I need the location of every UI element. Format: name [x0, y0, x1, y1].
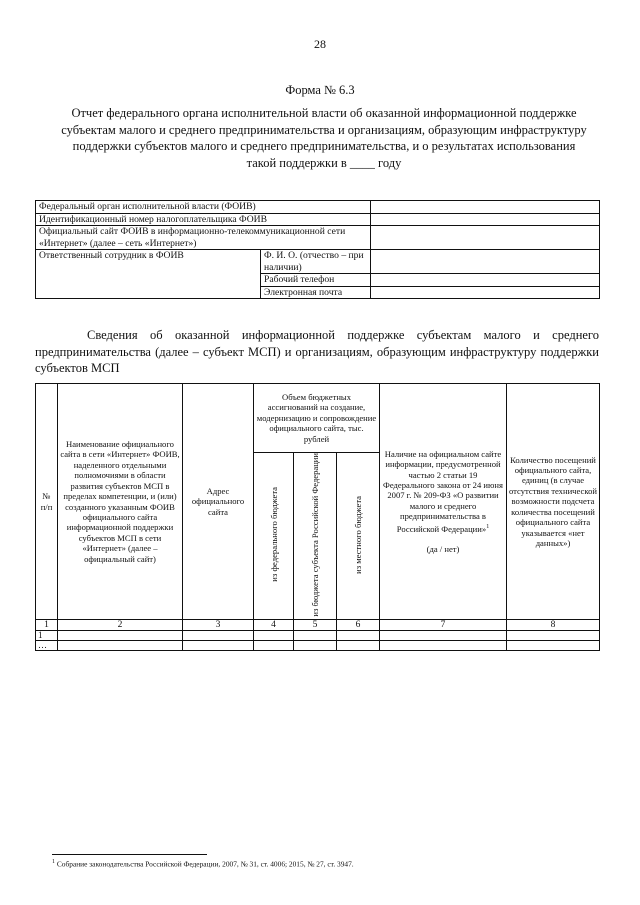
column-number: 5 — [294, 620, 337, 631]
header-budget: Объем бюджетных ассигнований на создание, модернизацию и сопровождение официального сайта, тыс. рублей — [254, 384, 380, 453]
column-number: 3 — [183, 620, 254, 631]
fio-label: Ф. И. О. (отчество – при наличии) — [261, 250, 371, 274]
foiv-value[interactable] — [371, 201, 600, 214]
site-label: Официальный сайт ФОИВ в информационно-телекоммуникационной сети «Интернет» (далее – сеть «Интернет») — [36, 226, 371, 250]
header-num: № п/п — [36, 384, 58, 620]
table-row — [36, 226, 600, 250]
table-cell[interactable] — [507, 631, 600, 641]
table-cell[interactable] — [380, 631, 507, 641]
column-number: 4 — [254, 620, 294, 631]
header-row — [36, 384, 600, 453]
table-row — [36, 641, 600, 651]
row-number: … — [36, 641, 58, 651]
column-number: 8 — [507, 620, 600, 631]
table-row — [36, 201, 600, 214]
phone-label: Рабочий телефон — [261, 274, 371, 287]
header-info-answer: (да / нет) — [426, 543, 460, 554]
form-title: Форма № 6.3 — [285, 83, 355, 97]
table-row — [36, 250, 600, 274]
column-number-row — [36, 620, 600, 631]
report-title — [48, 105, 600, 171]
header-regional-text: из бюджета субъекта Российской Федерации — [310, 453, 320, 617]
column-number: 1 — [36, 620, 58, 631]
footnote-ref: 1 — [486, 523, 490, 530]
email-value[interactable] — [371, 286, 600, 299]
responsible-label: Ответственный сотрудник в ФОИВ — [36, 250, 261, 299]
table-row — [36, 631, 600, 641]
site-value[interactable] — [371, 226, 600, 250]
row-number: 1 — [36, 631, 58, 641]
support-table — [35, 383, 600, 651]
table-cell[interactable] — [294, 641, 337, 651]
header-local-text: из местного бюджета — [353, 495, 363, 574]
table-cell[interactable] — [58, 641, 183, 651]
table-row — [36, 213, 600, 226]
footnote-text: Собрание законодательства Российской Федерации, 2007, № 31, ст. 4006; 2015, № 27, ст. 3947. — [56, 859, 354, 869]
header-site-name: Наименование официального сайта в сети «Интернет» ФОИВ, наделенного отдельными полномочиями в области развития субъектов МСП в пределах компетенции, и (или) созданного указанным ФОИВ официального сайта информационной поддержки субъектов МСП в сети «Интернет» (далее – официальный сайт) — [58, 384, 183, 620]
foiv-label: Федеральный орган исполнительной власти (ФОИВ) — [36, 201, 371, 214]
table-cell[interactable] — [58, 631, 183, 641]
inn-value[interactable] — [371, 213, 600, 226]
header-federal — [254, 453, 294, 620]
footnote-separator — [52, 854, 207, 855]
table-cell[interactable] — [254, 641, 294, 651]
table-cell[interactable] — [507, 641, 600, 651]
inn-label: Идентификационный номер налогоплательщика ФОИВ — [36, 213, 371, 226]
table-cell[interactable] — [254, 631, 294, 641]
fio-value[interactable] — [371, 250, 600, 274]
header-site-address: Адрес официального сайта — [183, 384, 254, 620]
table-cell[interactable] — [337, 631, 380, 641]
report-title-line: Отчет федерального органа исполнительной власти об оказанной информационной поддержке — [71, 106, 577, 120]
report-title-line: субъектам малого и среднего предпринимательства и организациям, образующим инфраструктуру — [61, 122, 587, 137]
header-federal-text: из федерального бюджета — [268, 487, 279, 583]
email-label: Электронная почта — [261, 286, 371, 299]
table-cell[interactable] — [337, 641, 380, 651]
report-title-line: такой поддержки в ____ году — [246, 155, 402, 170]
header-regional — [294, 453, 337, 620]
report-title-line: поддержки субъектов малого и среднего предпринимательства, и о результатах использования — [72, 139, 576, 153]
table-cell[interactable] — [183, 631, 254, 641]
page-number: 28 — [314, 37, 326, 51]
section-heading: Сведения об оказанной информационной поддержке субъектам малого и среднего предпринимательства (далее – субъект МСП) и организациям, образующим инфраструктуру поддержки субъектов МСП — [35, 328, 599, 375]
header-info-presence — [380, 384, 507, 620]
column-number: 6 — [337, 620, 380, 631]
column-number: 7 — [380, 620, 507, 631]
table-cell[interactable] — [183, 641, 254, 651]
footnote-mark: 1 — [52, 859, 55, 865]
header-visits: Количество посещений официального сайта, единиц (в случае отсутствия технической возможности подсчета количества посещений официального сайта указывается «нет данных») — [507, 384, 600, 620]
header-info-text: Наличие на официальном сайте информации, предусмотренной частью 2 статьи 19 Федерального закона от 24 июня 2007 г. № 209-ФЗ «О развитии малого и среднего предпринимательства в Российской Федерации» — [383, 448, 503, 534]
footnote — [52, 859, 354, 868]
phone-value[interactable] — [371, 274, 600, 287]
header-local — [337, 453, 380, 620]
column-number: 2 — [58, 620, 183, 631]
table-cell[interactable] — [380, 641, 507, 651]
table-cell[interactable] — [294, 631, 337, 641]
info-table — [35, 200, 600, 299]
